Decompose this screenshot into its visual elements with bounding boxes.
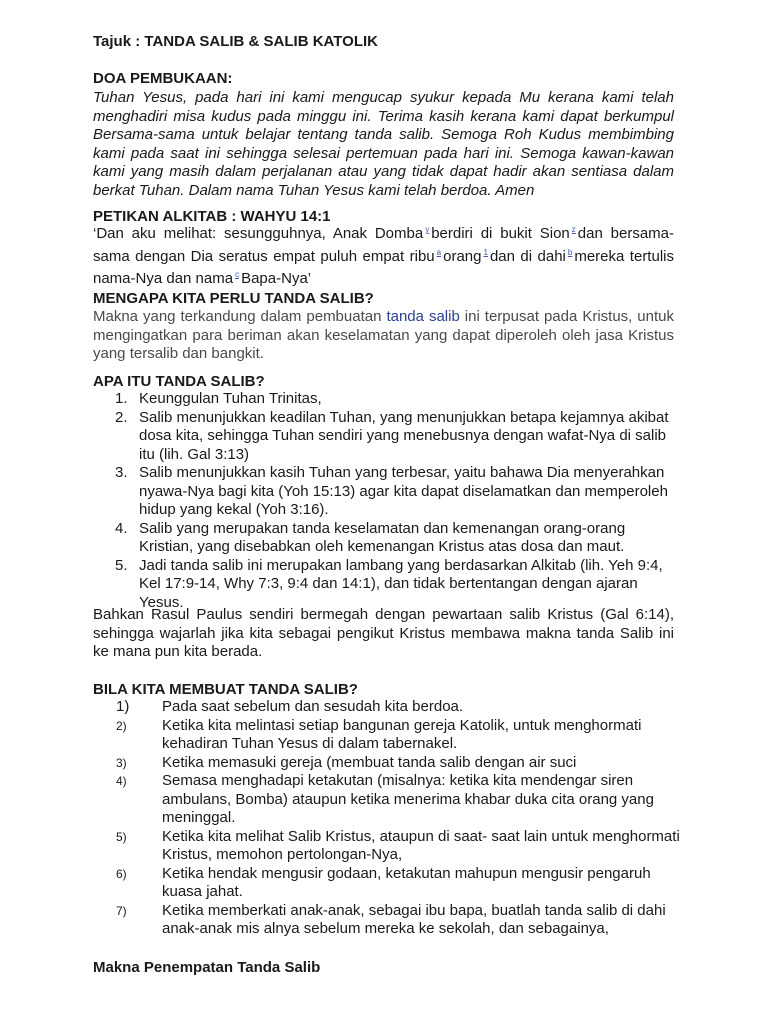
list-text: Semasa menghadapi ketakutan (misalnya: ketika kita mendengar siren ambulans, Bomba) ataupun ketika menerima khabar duka cita orang yang meninggal. <box>162 772 654 826</box>
list-text: Salib menunjukkan keadilan Tuhan, yang menunjukkan betapa kejamnya akibat dosa kita, sehingga Tuhan sendiri yang menebusnya dengan wafat-Nya di salib itu (lih. Gal 3:13) <box>139 408 669 463</box>
list-number: 1) <box>116 698 130 715</box>
list-item <box>93 828 683 865</box>
list-text: Jadi tanda salib ini merupakan lambang yang berdasarkan Alkitab (lih. Yeh 9:4, Kel 17:9-14, Why 7:3, 9:4 dan 14:1), dan tidak bertentangan dengan ajaran Yesus. <box>139 556 663 611</box>
mengapa-part-2: ini terpusat pada Kristus, untuk mengingatkan para beriman akan keselamatan yang dapat diperoleh oleh jasa Kristus yang tersalib dan bangkit. <box>93 308 674 362</box>
list-number: 2) <box>116 718 127 733</box>
list-text: Ketika hendak mengusir godaan, ketakutan mahupun mengusir pengaruh kuasa jahat. <box>162 864 651 900</box>
list-number: 6) <box>116 866 127 881</box>
list-text: Ketika memberkati anak-anak, sebagai ibu bapa, buatlah tanda salib di dahi anak-anak mis alnya sebelum mereka ke sekolah, dan sebagainya, <box>162 901 666 937</box>
apa-heading: APA ITU TANDA SALIB? <box>93 373 265 390</box>
list-number: 7) <box>116 903 127 918</box>
list-number: 5) <box>116 829 127 844</box>
list-item <box>93 772 683 828</box>
apa-closing: Bahkan Rasul Paulus sendiri bermegah dengan pewartaan salib Kristus (Gal 6:14), sehingga wajarlah jika kita sebagai pengikut Kristus membawa makna tanda Salib ini ke mana pun kita berada. <box>93 606 674 660</box>
bila-heading: BILA KITA MEMBUAT TANDA SALIB? <box>93 681 358 698</box>
list-number: 3) <box>116 755 127 770</box>
list-item <box>93 464 673 520</box>
petikan-part-5: dan di dahi <box>489 247 566 265</box>
apa-list <box>93 390 673 612</box>
petikan-text <box>93 221 674 289</box>
list-item <box>93 520 673 557</box>
list-item <box>93 902 683 939</box>
petikan-part-4: orang <box>443 247 482 265</box>
tanda-salib-link[interactable]: tanda salib <box>386 308 460 325</box>
petikan-part-2: berdiri di bukit Sion <box>431 225 570 242</box>
bila-list <box>93 698 683 939</box>
list-number: 2. <box>115 408 128 426</box>
petikan-part-7: Bapa-Nya’ <box>241 270 312 287</box>
footnote-link-b[interactable]: b <box>567 247 573 257</box>
list-number: 5. <box>115 556 128 574</box>
footnote-link-a[interactable]: a <box>436 247 442 257</box>
list-text: Ketika kita melintasi setiap bangunan gereja Katolik, untuk menghormati kehadiran Tuhan Yesus di dalam tabernakel. <box>162 716 642 752</box>
makna-heading: Makna Penempatan Tanda Salib <box>93 959 321 976</box>
mengapa-text <box>93 308 674 364</box>
list-item <box>93 557 673 613</box>
petikan-part-3: dan bersama-sama dengan Dia seratus empat puluh empat ribu <box>93 225 674 265</box>
list-item <box>93 717 683 754</box>
mengapa-heading: MENGAPA KITA PERLU TANDA SALIB? <box>93 290 374 307</box>
mengapa-part-1: Makna yang terkandung dalam pembuatan <box>93 308 382 325</box>
petikan-part-6: mereka tertulis nama-Nya dan nama <box>93 247 674 287</box>
list-number: 4) <box>116 774 127 788</box>
list-number: 1. <box>115 390 128 407</box>
petikan-heading: PETIKAN ALKITAB : WAHYU 14:1 <box>93 208 331 225</box>
footnote-link-z[interactable]: z <box>571 225 576 234</box>
list-text: Salib menunjukkan kasih Tuhan yang terbesar, yaitu bahawa Dia menyerahkan nyawa-Nya bagi kita (Yoh 15:13) agar kita dapat diselamatkan dan memperoleh hidup yang kekal (Yoh 3:16). <box>139 464 668 518</box>
list-number: 3. <box>115 464 128 481</box>
list-item <box>93 390 673 409</box>
list-item <box>93 698 683 717</box>
footnote-link-c[interactable]: c <box>235 270 240 279</box>
document-title: Tajuk : TANDA SALIB & SALIB KATOLIK <box>93 33 378 50</box>
petikan-part-1: ‘Dan aku melihat: sesungguhnya, Anak Domba <box>93 225 424 242</box>
list-text: Salib yang merupakan tanda keselamatan dan kemenangan orang-orang Kristian, yang disebabkan oleh kemenangan Kristus atas dosa dan maut. <box>139 519 626 555</box>
list-number: 4. <box>115 519 128 537</box>
list-item <box>93 754 683 773</box>
list-text: Pada saat sebelum dan sesudah kita berdoa. <box>162 698 464 715</box>
list-text: Ketika memasuki gereja (membuat tanda salib dengan air suci <box>162 753 577 771</box>
list-item <box>93 865 683 902</box>
list-item <box>93 409 673 465</box>
footnote-link-y[interactable]: y <box>425 225 430 234</box>
doa-heading: DOA PEMBUKAAN: <box>93 70 233 87</box>
doa-text: Tuhan Yesus, pada hari ini kami mengucap syukur kepada Mu kerana kami telah menghadiri misa kudus pada minggu ini. Terima kasih kerana kami dapat berkumpul Bersama-sama untuk belajar tentang tanda salib. Semoga Roh Kudus membimbing kami pada saat ini sehingga selesai pertemuan pada hari ini. Semoga kawan-kawan kami yang masih dalam perjalanan atau yang tidak dapat hadir akan sentiasa dalam berkat Tuhan. Dalam nama Tuhan Yesus kami telah berdoa. Amen <box>93 89 674 199</box>
list-text: Ketika kita melihat Salib Kristus, ataupun di saat- saat lain untuk menghormati Kristus, memohon pertolongan-Nya, <box>162 827 680 863</box>
list-text: Keunggulan Tuhan Trinitas, <box>139 390 322 407</box>
footnote-link-1[interactable]: 1 <box>483 247 488 257</box>
